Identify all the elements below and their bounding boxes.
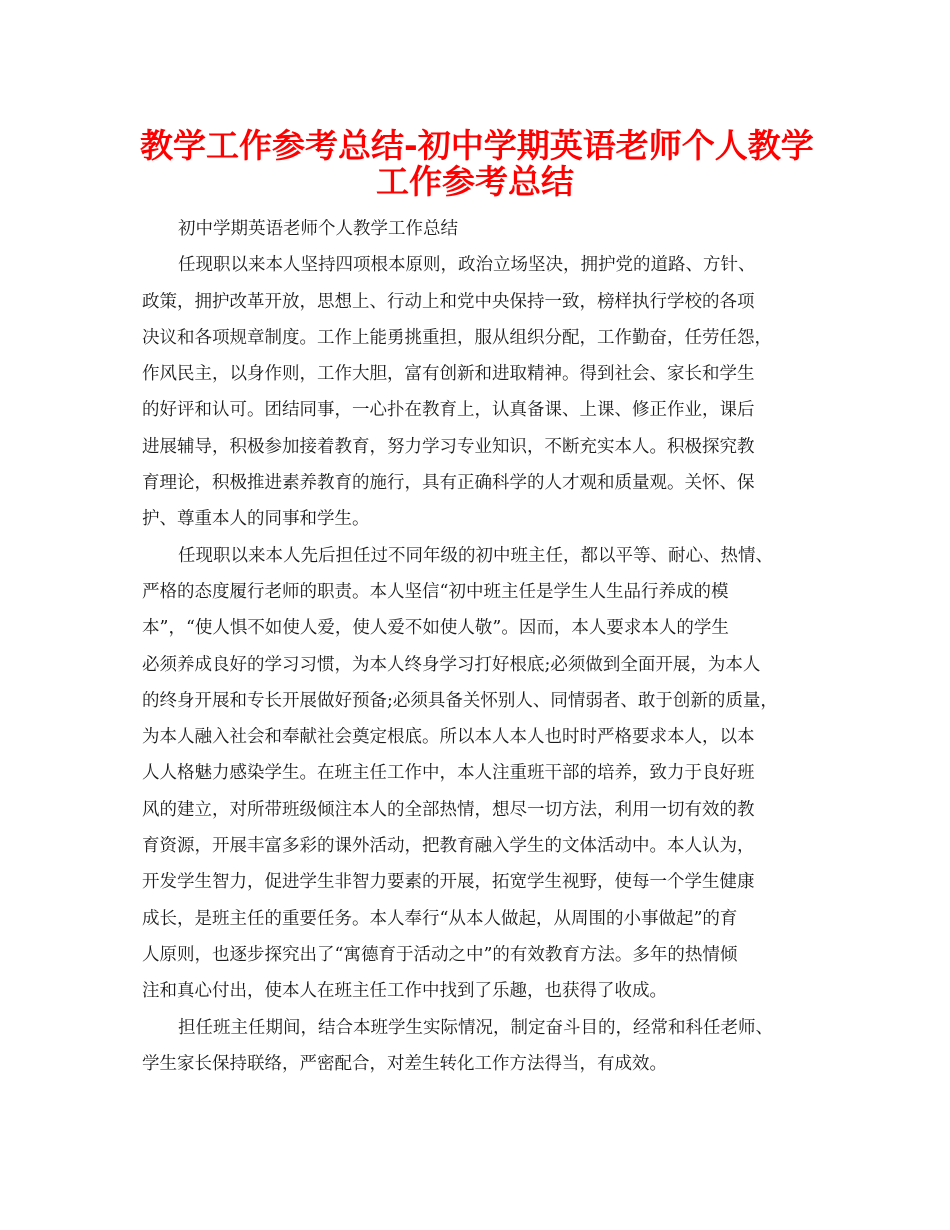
title-line: 教学工作参考总结-初中学期英语老师个人教学 <box>140 126 814 165</box>
paragraph-line: 的终身开展和专长开展做好预备;必须具备关怀别人、同情弱者、敢于创新的质量， <box>142 690 778 711</box>
paragraph-line: 为本人融入社会和奉献社会奠定根底。所以本人本人也时时严格要求本人，以本 <box>142 727 755 748</box>
paragraph-line: 育理论，积极推进素养教育的施行，具有正确科学的人才观和质量观。关怀、保 <box>142 473 755 494</box>
paragraph-line: 人人格魅力感染学生。在班主任工作中，本人注重班干部的培养，致力于良好班 <box>142 763 755 784</box>
paragraph <box>142 1010 818 1083</box>
paragraph-line: 的好评和认可。团结同事，一心扑在教育上，认真备课、上课、修正作业，课后 <box>142 400 755 421</box>
paragraph <box>142 247 818 537</box>
paragraph-line: 严格的态度履行老师的职责。本人坚信“初中班主任是学生人生品行养成的模 <box>142 581 729 602</box>
paragraph-line: 政策，拥护改革开放，思想上、行动上和党中央保持一致，榜样执行学校的各项 <box>142 291 755 312</box>
paragraph <box>142 538 818 1010</box>
paragraph-line: 任现职以来本人坚持四项根本原则，政治立场坚决，拥护党的道路、方针、 <box>178 255 756 276</box>
paragraph-line: 担任班主任期间，结合本班学生实际情况，制定奋斗目的，经常和科任老师、 <box>178 1017 773 1038</box>
paragraph-line: 作风民主，以身作则，工作大胆，富有创新和进取精神。得到社会、家长和学生 <box>142 364 755 385</box>
paragraph-line: 决议和各项规章制度。工作上能勇挑重担，服从组织分配，工作勤奋，任劳任怨， <box>142 327 772 348</box>
paragraph-line: 注和真心付出，使本人在班主任工作中找到了乐趣，也获得了收成。 <box>142 981 667 1002</box>
document-subtitle <box>142 211 818 247</box>
document-title <box>140 122 814 202</box>
paragraph-line: 开发学生智力，促进学生非智力要素的开展，拓宽学生视野，使每一个学生健康 <box>142 872 755 893</box>
paragraph-line: 育资源，开展丰富多彩的课外活动，把教育融入学生的文体活动中。本人认为， <box>142 836 755 857</box>
paragraph-line: 进展辅导，积极参加接着教育，努力学习专业知识，不断充实本人。积极探究教 <box>142 436 755 457</box>
subtitle-line: 初中学期英语老师个人教学工作总结 <box>178 219 458 239</box>
paragraph-line: 学生家长保持联络，严密配合，对差生转化工作方法得当，有成效。 <box>142 1053 667 1074</box>
paragraph-line: 护、尊重本人的同事和学生。 <box>142 509 370 530</box>
paragraph-line: 人原则，也逐步探究出了“寓德育于活动之中”的有效教育方法。多年的热情倾 <box>142 944 738 965</box>
paragraph-line: 成长，是班主任的重要任务。本人奉行“从本人做起，从周围的小事做起”的育 <box>142 908 738 929</box>
paragraph-line: 必须养成良好的学习习惯，为本人终身学习打好根底;必须做到全面开展，为本人 <box>142 654 761 675</box>
paragraph-line: 本”，“使人惧不如使人爱，使人爱不如使人敬”。因而，本人要求本人的学生 <box>142 618 729 639</box>
title-line: 工作参考总结 <box>376 162 574 202</box>
paragraph-line: 任现职以来本人先后担任过不同年级的初中班主任，都以平等、耐心、热情、 <box>178 545 773 566</box>
document-body <box>142 211 818 1082</box>
paragraph-line: 风的建立，对所带班级倾注本人的全部热情，想尽一切方法，利用一切有效的教 <box>142 799 755 820</box>
